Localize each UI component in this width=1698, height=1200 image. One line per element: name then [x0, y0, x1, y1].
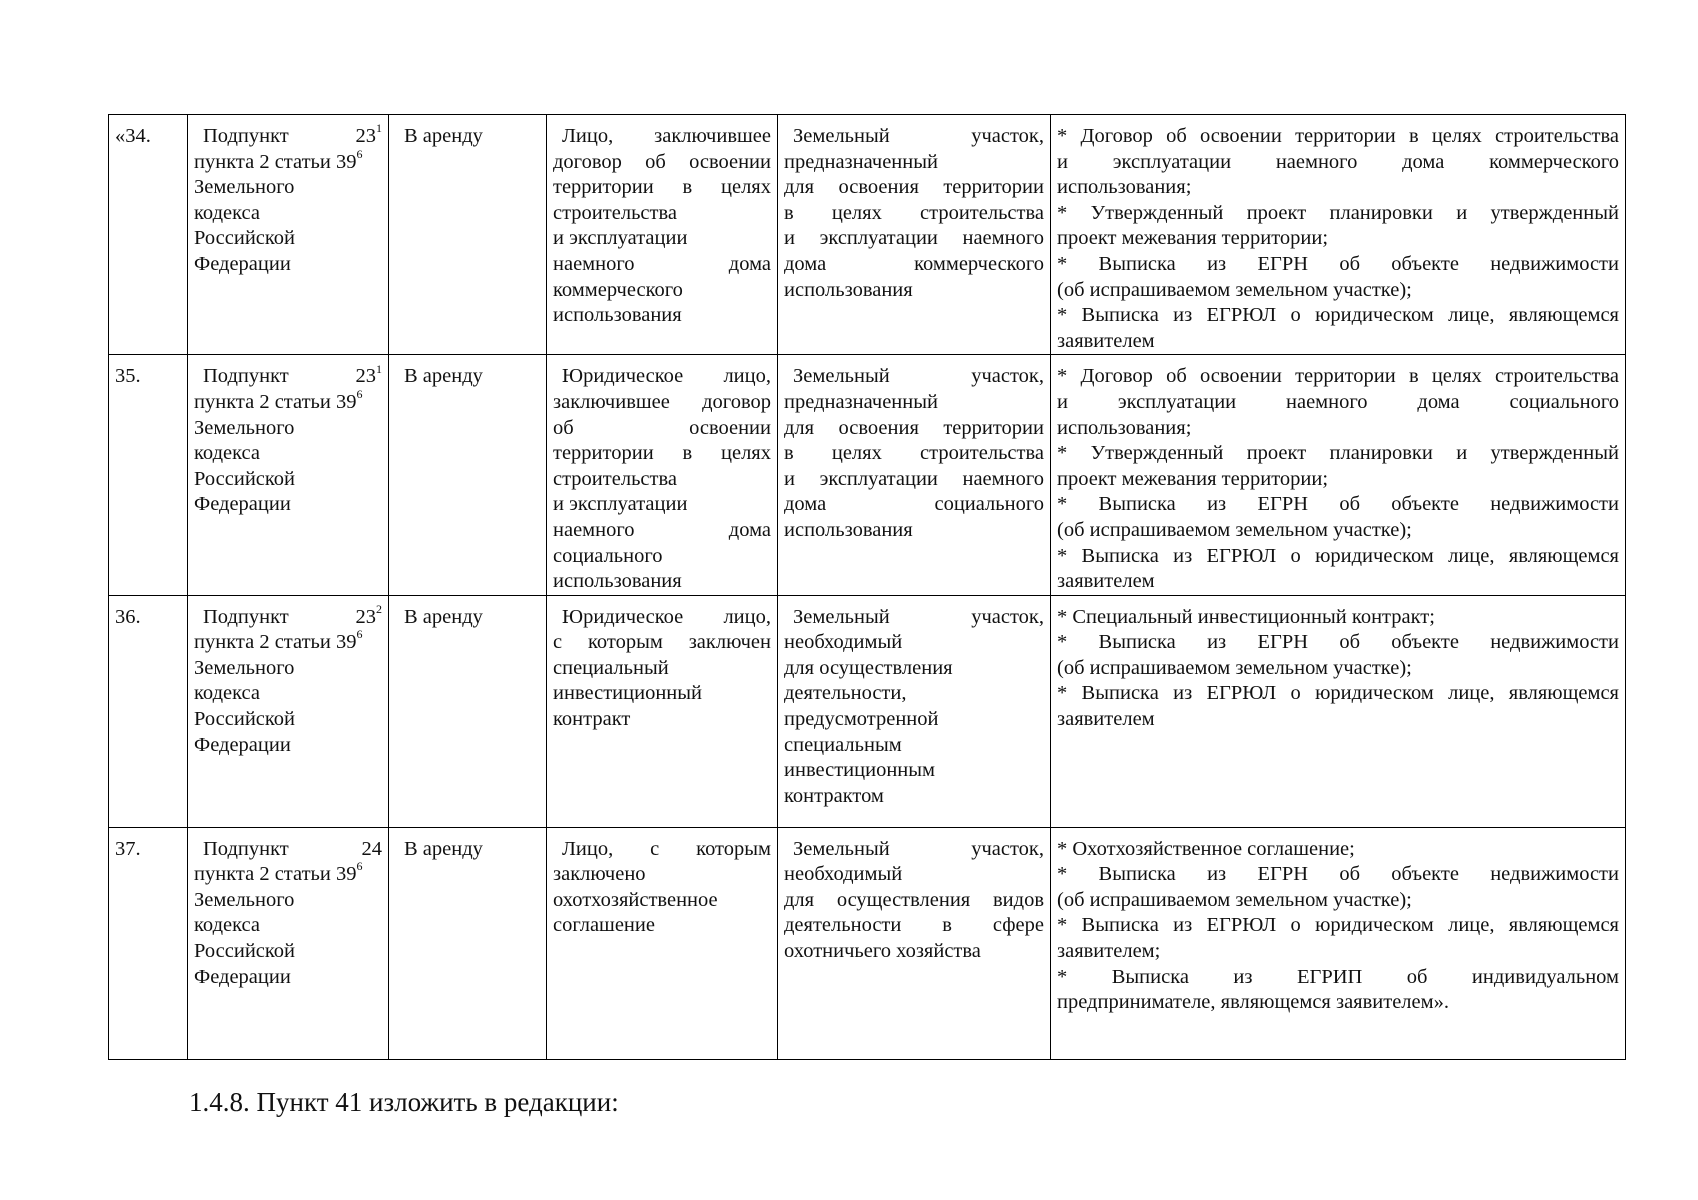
applicant-cell-line: специальный: [553, 656, 669, 679]
row-number-cell: 36.: [109, 595, 188, 827]
applicant-cell-line: инвестиционный: [553, 682, 703, 705]
documents-cell-line: * Охотхозяйственное соглашение;: [1057, 837, 1355, 860]
legal-basis-article: пункта 2 статьи 39: [194, 631, 357, 654]
legal-basis-line: Земельного: [194, 416, 295, 439]
applicant-cell-line: соглашение: [553, 914, 655, 937]
row-number-cell: «34.: [109, 115, 188, 355]
documents-cell: [1051, 827, 1626, 1059]
land-plot-cell-line: Земельный участок,: [793, 837, 1044, 860]
documents-cell-line: заявителем: [1057, 570, 1155, 593]
row-number-cell: 35.: [109, 355, 188, 595]
article-superscript: 6: [356, 627, 363, 642]
land-plot-cell-line: для осуществления: [784, 656, 953, 679]
subpoint-superscript: 1: [376, 361, 382, 376]
provision-type-cell: [389, 355, 547, 595]
provision-type-text: В аренду: [404, 125, 483, 147]
legal-basis-line: [194, 361, 382, 390]
land-plot-cell-line: дома социального: [784, 493, 1044, 516]
land-plot-cell-line: для освоения территории: [784, 176, 1044, 199]
land-plot-cell: [778, 827, 1051, 1059]
land-plot-cell-line: контрактом: [784, 784, 884, 807]
land-plot-cell-line: и эксплуатации наемного: [784, 467, 1044, 490]
legal-basis-line: [194, 837, 382, 863]
article-superscript: 6: [356, 859, 363, 874]
land-plot-cell-line: охотничьего хозяйства: [784, 940, 981, 963]
land-plot-cell-line: необходимый: [784, 631, 903, 654]
legal-basis-subpoint: Подпункт: [203, 365, 289, 388]
legal-basis-article: пункта 2 статьи 39: [194, 390, 357, 413]
land-plot-cell-line: дома коммерческого: [784, 252, 1044, 275]
applicant-cell-line: договор об освоении: [553, 150, 771, 173]
legal-basis-line: Российской: [194, 940, 296, 963]
legal-basis-line: Земельного: [194, 656, 295, 679]
legal-basis-article: пункта 2 статьи 39: [194, 150, 357, 173]
applicant-cell-line: Лицо, с которым: [562, 837, 771, 860]
land-plot-cell-line: Земельный участок,: [793, 605, 1044, 628]
documents-cell-line: * Договор об освоении территории в целях строительства: [1057, 365, 1619, 388]
legal-basis-line: Российской: [194, 708, 296, 731]
documents-cell-line: * Выписка из ЕГРН об объекте недвижимости: [1057, 863, 1619, 886]
provision-type-cell: [389, 115, 547, 355]
legal-basis-subpoint: Подпункт: [203, 605, 289, 628]
table-row: [109, 595, 1626, 827]
documents-cell-line: и эксплуатации наемного дома коммерческого: [1057, 150, 1619, 173]
land-plot-cell-line: Земельный участок,: [793, 365, 1044, 388]
land-plot-cell-line: специальным: [784, 733, 902, 756]
legal-basis-line: кодекса: [194, 201, 261, 224]
land-plot-cell-line: предназначенный: [784, 390, 938, 413]
documents-cell: [1051, 355, 1626, 595]
legal-basis-line: кодекса: [194, 442, 261, 465]
documents-cell-line: предпринимателе, являющемся заявителем».: [1057, 991, 1449, 1014]
subpoint-superscript: 2: [376, 601, 382, 616]
legal-basis-line: [194, 146, 382, 176]
legal-basis-subpoint-number: [355, 361, 383, 388]
legal-basis-cell: [188, 595, 389, 827]
legal-basis-line: Земельного: [194, 176, 295, 199]
land-provision-table: [108, 114, 1626, 1060]
land-plot-cell-line: деятельности в сфере: [784, 914, 1044, 937]
applicant-cell-line: об освоении: [553, 416, 771, 439]
applicant-cell-line: и эксплуатации: [553, 227, 688, 250]
applicant-cell-line: использования: [553, 570, 682, 593]
legal-basis-subpoint: Подпункт: [203, 125, 289, 147]
land-plot-cell-line: использования: [784, 278, 913, 301]
provision-type-text: В аренду: [404, 605, 483, 628]
land-plot-cell-line: деятельности,: [784, 682, 907, 705]
applicant-cell-line: социального: [553, 544, 663, 567]
provision-type-text: В аренду: [404, 365, 483, 388]
applicant-cell-line: территории в целях: [553, 442, 771, 465]
applicant-cell-line: строительства: [553, 201, 677, 224]
legal-basis-line: кодекса: [194, 682, 261, 705]
legal-basis-subpoint-number: [355, 121, 383, 147]
provision-type-cell: [389, 827, 547, 1059]
table-row: [109, 355, 1626, 595]
land-plot-cell: [778, 595, 1051, 827]
subpoint-number-text: 23: [355, 125, 376, 147]
table-body: [109, 115, 1626, 1060]
documents-cell-line: * Утвержденный проект планировки и утвержденный: [1057, 201, 1619, 224]
documents-cell-line: заявителем: [1057, 329, 1155, 352]
land-plot-cell-line: и эксплуатации наемного: [784, 227, 1044, 250]
legal-basis-line: [194, 601, 382, 631]
legal-basis-cell: [188, 827, 389, 1059]
land-plot-cell-line: в целях строительства: [784, 201, 1044, 224]
subpoint-superscript: 1: [376, 121, 382, 136]
land-plot-cell-line: инвестиционным: [784, 759, 936, 782]
legal-basis-line: [194, 121, 382, 150]
article-superscript: 6: [356, 387, 363, 402]
applicant-cell-line: территории в целях: [553, 176, 771, 199]
applicant-cell-line: использования: [553, 304, 682, 327]
land-plot-cell-line: для освоения территории: [784, 416, 1044, 439]
legal-basis-subpoint: Подпункт: [203, 837, 289, 860]
documents-cell-line: * Выписка из ЕГРЮЛ о юридическом лице, являющемся: [1057, 914, 1619, 937]
documents-cell: [1051, 595, 1626, 827]
documents-cell-line: * Договор об освоении территории в целях строительства: [1057, 125, 1619, 147]
land-plot-cell-line: необходимый: [784, 863, 903, 886]
provision-type-text: В аренду: [404, 837, 483, 860]
applicant-cell-line: заключившее договор: [553, 390, 771, 413]
documents-cell-line: * Выписка из ЕГРН об объекте недвижимости: [1057, 493, 1619, 516]
legal-basis-line: Земельного: [194, 888, 295, 911]
legal-basis-line: Федерации: [194, 252, 291, 275]
documents-cell-line: * Утвержденный проект планировки и утвержденный: [1057, 442, 1619, 465]
applicant-cell-line: заключено: [553, 863, 646, 886]
documents-cell-line: проект межевания территории;: [1057, 227, 1329, 250]
paragraph-instruction: 1.4.8. Пункт 41 изложить в редакции:: [189, 1087, 619, 1117]
applicant-cell-line: Лицо, заключившее: [562, 125, 771, 147]
applicant-cell: [547, 115, 778, 355]
documents-cell-line: * Выписка из ЕГРН об объекте недвижимости: [1057, 252, 1619, 275]
legal-basis-subpoint-number: [362, 838, 383, 860]
applicant-cell-line: наемного дома: [553, 252, 771, 275]
applicant-cell: [547, 355, 778, 595]
legal-basis-line: [194, 387, 382, 416]
documents-cell-line: (об испрашиваемом земельном участке);: [1057, 518, 1412, 541]
applicant-cell-line: коммерческого: [553, 278, 683, 301]
land-plot-cell-line: предназначенный: [784, 150, 938, 173]
applicant-cell-line: с которым заключен: [553, 631, 771, 654]
applicant-cell-line: Юридическое лицо,: [562, 605, 771, 628]
documents-cell: [1051, 115, 1626, 355]
land-plot-cell-line: для осуществления видов: [784, 888, 1044, 911]
article-superscript: 6: [356, 146, 363, 161]
documents-cell-line: (об испрашиваемом земельном участке);: [1057, 278, 1412, 301]
provision-type-cell: [389, 595, 547, 827]
applicant-cell-line: наемного дома: [553, 518, 771, 541]
applicant-cell-line: строительства: [553, 467, 677, 490]
documents-cell-line: (об испрашиваемом земельном участке);: [1057, 888, 1412, 911]
documents-cell-line: (об испрашиваемом земельном участке);: [1057, 656, 1412, 679]
legal-basis-cell: [188, 115, 389, 355]
documents-cell-line: проект межевания территории;: [1057, 467, 1329, 490]
documents-cell-line: * Выписка из ЕГРИП об индивидуальном: [1057, 965, 1619, 988]
applicant-cell-line: охотхозяйственное: [553, 888, 718, 911]
documents-cell-line: * Специальный инвестиционный контракт;: [1057, 605, 1435, 628]
legal-basis-line: [194, 859, 382, 888]
land-plot-cell-line: предусмотренной: [784, 708, 939, 731]
subpoint-number-text: 23: [355, 365, 376, 388]
land-plot-cell: [778, 355, 1051, 595]
legal-basis-line: Федерации: [194, 965, 291, 988]
applicant-cell-line: и эксплуатации: [553, 493, 688, 516]
legal-basis-subpoint-number: [355, 601, 383, 628]
applicant-cell-line: контракт: [553, 708, 631, 731]
legal-basis-line: Российской: [194, 467, 296, 490]
legal-basis-article: пункта 2 статьи 39: [194, 863, 357, 886]
table-row: [109, 115, 1626, 355]
legal-basis-line: Федерации: [194, 493, 291, 516]
land-plot-cell-line: Земельный участок,: [793, 125, 1044, 147]
documents-cell-line: и эксплуатации наемного дома социального: [1057, 390, 1619, 413]
documents-cell-line: * Выписка из ЕГРЮЛ о юридическом лице, являющемся: [1057, 682, 1619, 705]
documents-cell-line: * Выписка из ЕГРН об объекте недвижимости: [1057, 631, 1619, 654]
table-row: [109, 827, 1626, 1059]
legal-basis-line: [194, 627, 382, 656]
legal-basis-line: кодекса: [194, 914, 261, 937]
documents-cell-line: * Выписка из ЕГРЮЛ о юридическом лице, являющемся: [1057, 304, 1619, 327]
documents-cell-line: заявителем: [1057, 708, 1155, 731]
documents-cell-line: заявителем;: [1057, 940, 1161, 963]
land-plot-cell: [778, 115, 1051, 355]
land-plot-cell-line: в целях строительства: [784, 442, 1044, 465]
land-plot-cell-line: использования: [784, 518, 913, 541]
legal-basis-line: Российской: [194, 227, 296, 250]
applicant-cell-line: Юридическое лицо,: [562, 365, 771, 388]
applicant-cell: [547, 595, 778, 827]
row-number-cell: 37.: [109, 827, 188, 1059]
subpoint-number-text: 24: [361, 837, 382, 860]
subpoint-number-text: 23: [355, 605, 376, 628]
documents-cell-line: * Выписка из ЕГРЮЛ о юридическом лице, являющемся: [1057, 544, 1619, 567]
legal-basis-cell: [188, 355, 389, 595]
documents-cell-line: использования;: [1057, 416, 1192, 439]
applicant-cell: [547, 827, 778, 1059]
legal-basis-line: Федерации: [194, 733, 291, 756]
documents-cell-line: использования;: [1057, 176, 1192, 199]
